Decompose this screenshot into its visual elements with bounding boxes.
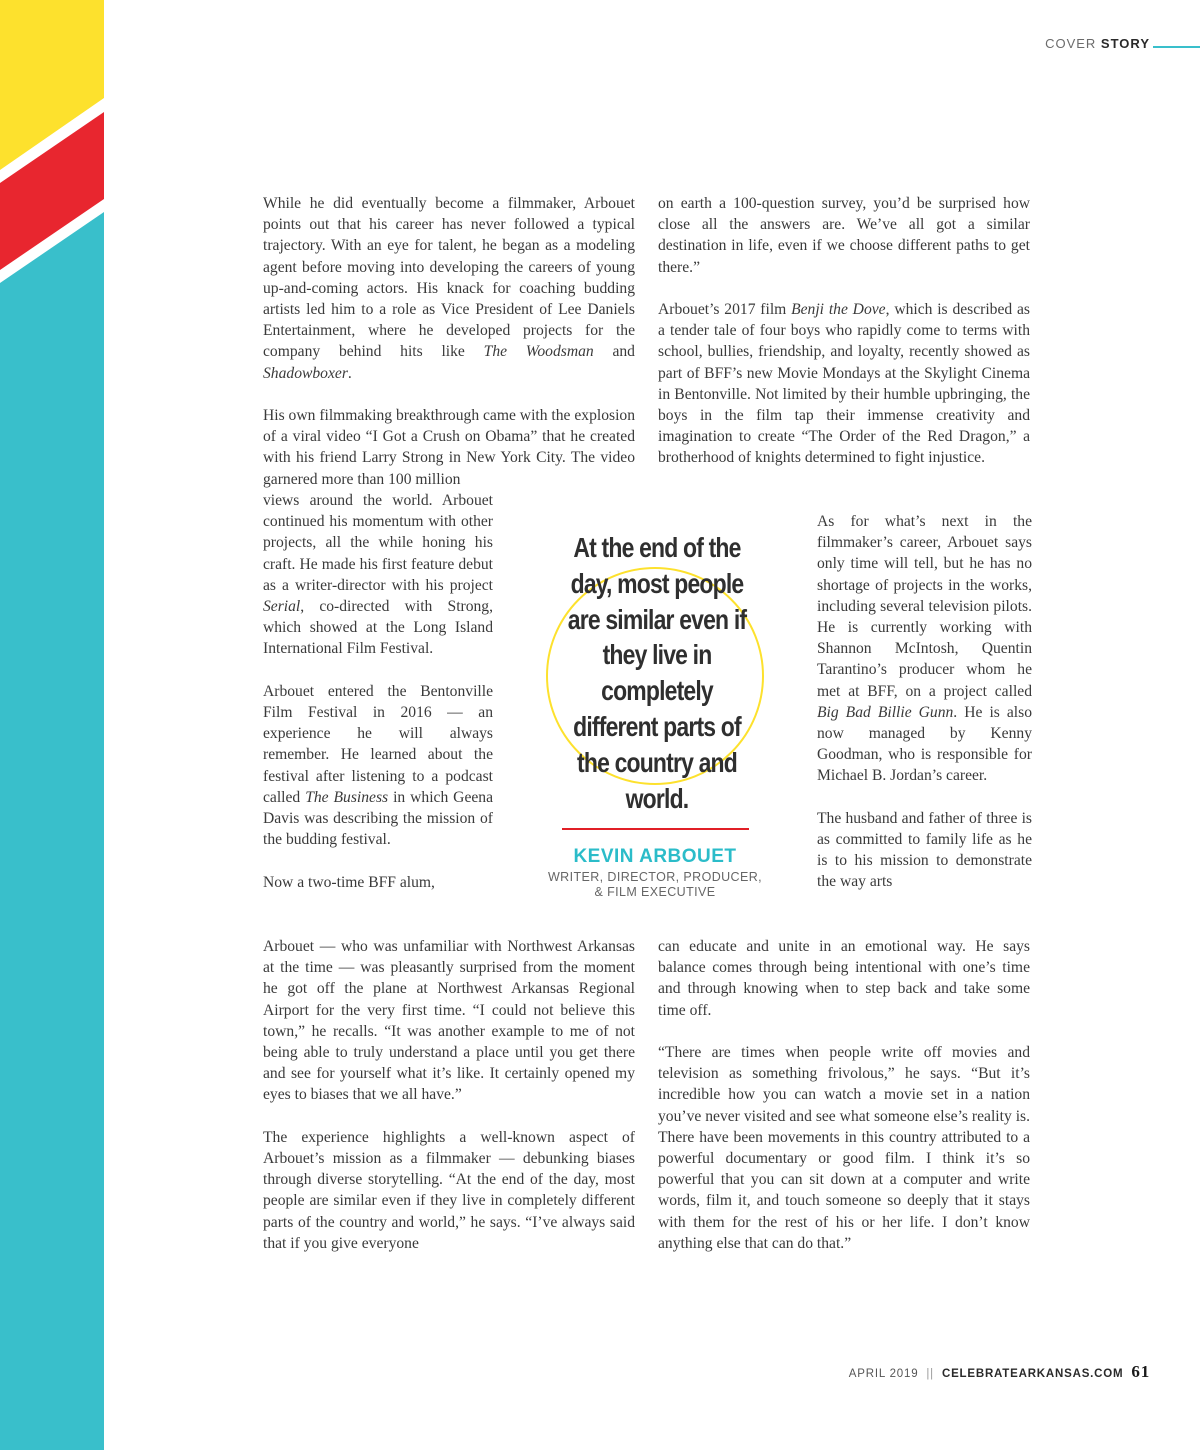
section-header <box>1045 36 1150 51</box>
paragraph: views around the world. Arbouet continued his momentum with other projects, all the while honing his craft. He made his first feature debut as a writer-director with his project Serial, co-directed with Strong, which showed at the Long Island International Film Festival. <box>263 492 494 658</box>
title-line-2: & FILM EXECUTIVE <box>594 885 716 899</box>
paragraph: Arbouet — who was unfamiliar with Northwest Arkansas at the time — was pleasantly surprised from the moment he got off the plane at Northwest Arkansas Regional Airport for the very first time. “I could not believe this town,” he recalls. “It was another example to me of not being able to truly understand a place until you get there and see for yourself what it’s like. It certainly opened my eyes to biases that we all have.” <box>263 938 635 1104</box>
page-footer <box>849 1362 1150 1382</box>
pull-quote: At the end of the day, most people are similar even if they live in completely different parts of the country and world. <box>567 532 747 814</box>
footer-separator: || <box>926 1368 934 1380</box>
column-1-bottom <box>263 936 635 1254</box>
color-stripes-decoration <box>0 0 104 1450</box>
paragraph: Now a two-time BFF alum, <box>263 873 435 891</box>
paragraph: “There are times when people write off movies and television as something frivolous,” he says. “But it’s incredible how you can watch a movie set in a nation you’ve never visited and see what someone else’s reality is. There have been movements in this country attributed to a powerful documentary or good film. I think it’s so powerful that you can sit down at a computer and write words, film it, and touch someone so deeply that it stays with them for the rest of his or her life. I don’t know anything else that can do that.” <box>658 1044 1030 1252</box>
title-line-1: WRITER, DIRECTOR, PRODUCER, <box>547 870 763 884</box>
header-rule <box>1153 46 1200 48</box>
paragraph: can educate and unite in an emotional way. He says balance comes through being intentional with one’s time and through knowing when to step back and take some time off. <box>658 938 1030 1019</box>
issue-date: APRIL 2019 <box>848 1368 919 1380</box>
column-1-top <box>263 193 635 490</box>
paragraph: on earth a 100-question survey, you’d be surprised how close all the answers are. We’ve all got a similar destination in life, even if we choose different paths to get there.” <box>658 195 1030 276</box>
pull-quote-rule <box>562 828 749 830</box>
teal-stripe <box>0 212 104 1450</box>
page-number: 61 <box>1131 1362 1150 1381</box>
pull-quote-title <box>530 870 780 900</box>
paragraph: While he did eventually become a filmmaker, Arbouet points out that his career has never followed a typical trajectory. With an eye for talent, he began as a modeling agent before moving into developing the careers of young up-and-coming actors. His knack for coaching budding artists led him to a role as Vice President of Lee Daniels Entertainment, where he developed projects for the company behind hits like The Woodsman and Shadowboxer. <box>263 195 635 382</box>
paragraph: The husband and father of three is as committed to family life as he is to his mission to demonstrate the way arts <box>817 809 1032 891</box>
paragraph: The experience highlights a well-known aspect of Arbouet’s mission as a filmmaker — debunking biases through diverse storytelling. “At the end of the day, most people are similar even if they live in completely different parts of the country and world,” he says. “I’ve always said that if you give everyone <box>263 1128 635 1252</box>
paragraph: Arbouet’s 2017 film Benji the Dove, which is described as a tender tale of four boys who rapidly come to terms with school, bullies, friendship, and loyalty, recently showed as part of BFF’s new Movie Mondays at the Skylight Cinema in Bentonville. Not limited by their humble upbringing, the boys in the film tap their immense creativity and imagination to create “The Order of the Red Dragon,” a brotherhood of knights determined to fight injustice. <box>658 301 1030 467</box>
pull-quote-name: KEVIN ARBOUET <box>573 846 737 867</box>
column-2-narrow <box>817 511 1032 893</box>
column-2-bottom <box>658 936 1030 1254</box>
column-1-narrow <box>263 490 493 893</box>
column-2-top <box>658 193 1030 469</box>
website-link[interactable]: CELEBRATEARKANSAS.COM <box>941 1368 1124 1380</box>
section-label: COVER <box>1045 36 1097 51</box>
paragraph: Arbouet entered the Bentonville Film Festival in 2016 — an experience he will always remember. He learned about the festival after listening to a podcast called The Business in which Geena Davis was describing the mission of the budding festival. <box>263 682 494 849</box>
paragraph: His own filmmaking breakthrough came with the explosion of a viral video “I Got a Crush on Obama” that he created with his friend Larry Strong in New York City. The video garnered more than 100 million <box>263 407 636 488</box>
paragraph: As for what’s next in the filmmaker’s career, Arbouet says only time will tell, but he has no shortage of projects in the works, including several television pilots. He is currently working with Shannon McIntosh, Quentin Tarantino’s producer whom he met at BFF, on a project called Big Bad Billie Gunn. He is also now managed by Kenny Goodman, who is responsible for Michael B. Jordan’s career. <box>817 513 1032 785</box>
section-label-bold: STORY <box>1100 36 1150 51</box>
